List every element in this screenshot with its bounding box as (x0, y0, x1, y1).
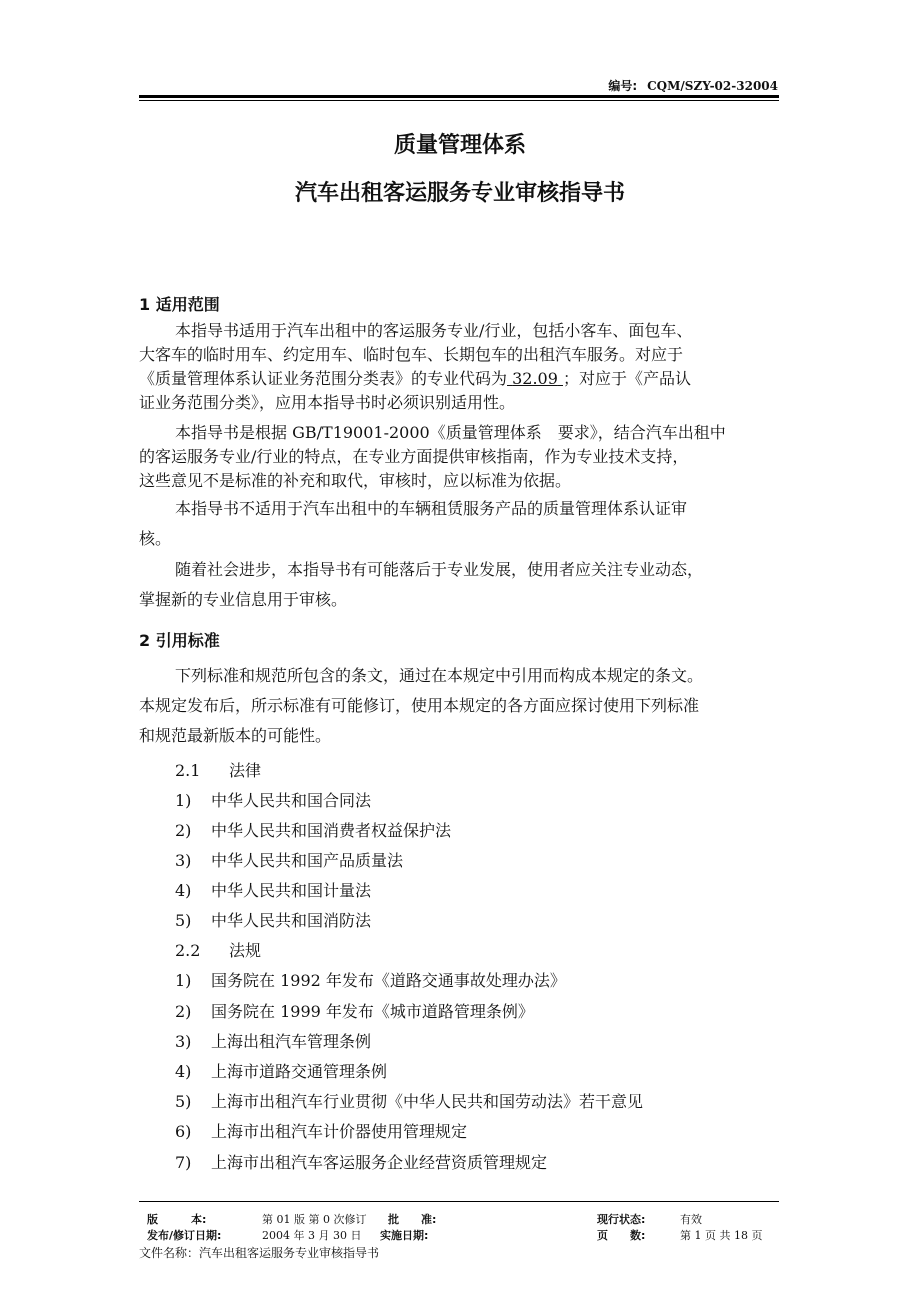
list-number: 7) (175, 1153, 192, 1172)
list-item (175, 999, 534, 1022)
document-subtitle: 汽车出租客运服务专业审核指导书 (294, 181, 625, 206)
text-line: 核。 (139, 529, 172, 548)
list-number: 4) (175, 1062, 192, 1081)
list-number: 6) (175, 1122, 192, 1141)
list-item (175, 788, 371, 811)
list-text: 国务院在 1992 年发布《道路交通事故处理办法》 (211, 971, 566, 990)
text-line: 本指导书不适用于汽车出租中的车辆租赁服务产品的质量管理体系认证审 (175, 499, 688, 518)
list-text: 上海市出租汽车行业贯彻《中华人民共和国劳动法》若干意见 (211, 1092, 644, 1111)
header-rule-thin (139, 100, 779, 101)
list-number: 1) (175, 791, 192, 810)
list-item (175, 1059, 387, 1082)
list-item (175, 818, 451, 841)
text-line: 证业务范围分类》，应用本指导书时必须识别适用性。 (139, 393, 516, 412)
text-span: 《质量管理体系认证业务范围分类表》的专业代码为 (139, 369, 508, 388)
list-item (175, 1089, 643, 1112)
document-number-value: CQM/SZY-02-32004 (647, 79, 778, 93)
text-line: 的客运服务专业/行业的特点，在专业方面提供审核指南，作为专业技术支持， (139, 447, 689, 466)
section-1-para-2 (139, 421, 779, 493)
list-item (175, 1029, 371, 1052)
subsection-number: 2.2 (175, 941, 201, 960)
list-item (175, 1119, 467, 1142)
list-item (175, 878, 371, 901)
section-1-para-3 (139, 494, 779, 554)
list-text: 中华人民共和国计量法 (211, 881, 372, 900)
date-label: 发布/修订日期: (147, 1229, 222, 1242)
subsection-2-1 (175, 758, 261, 781)
implementation-date-label: 实施日期: (380, 1229, 429, 1242)
status-label: 现行状态: (597, 1213, 646, 1226)
subsection-label: 法律 (229, 761, 262, 780)
section-2-intro (139, 661, 779, 751)
text-line: 大客车的临时用车、约定用车、临时包车、长期包车的出租汽车服务。对应于 (139, 345, 684, 364)
version-label: 版 本: (147, 1213, 207, 1226)
pages-value: 第 1 页 共 18 页 (680, 1229, 763, 1242)
document-number-label: 编号: (608, 79, 638, 93)
list-number: 5) (175, 911, 192, 930)
list-number: 3) (175, 851, 192, 870)
list-item (175, 968, 566, 991)
text-line: 随着社会进步，本指导书有可能落后于专业发展，使用者应关注专业动态， (175, 560, 704, 579)
text-line: 本指导书是根据 GB/T19001-2000《质量管理体系 要求》，结合汽车出租中 (175, 423, 726, 442)
list-text: 中华人民共和国消防法 (211, 911, 372, 930)
text-line: 这些意见不是标准的补充和取代，审核时，应以标准为依据。 (139, 471, 572, 490)
text-line: 本规定发布后，所示标准有可能修订，使用本规定的各方面应探讨使用下列标准 (139, 696, 700, 715)
text-line (139, 367, 779, 391)
text-line: 和规范最新版本的可能性。 (139, 726, 332, 745)
list-number: 4) (175, 881, 192, 900)
list-number: 2) (175, 821, 192, 840)
industry-code (507, 369, 563, 388)
subsection-label: 法规 (229, 941, 262, 960)
list-number: 5) (175, 1092, 192, 1111)
document-number (560, 77, 778, 94)
list-text: 中华人民共和国合同法 (211, 791, 372, 810)
text-line: 下列标准和规范所包含的条文，通过在本规定中引用而构成本规定的条文。 (175, 666, 704, 685)
text-line: 掌握新的专业信息用于审核。 (139, 590, 348, 609)
list-text: 中华人民共和国消费者权益保护法 (211, 821, 452, 840)
document-title: 质量管理体系 (393, 133, 526, 158)
subsection-2-2 (175, 938, 261, 961)
section-1-heading: 1 适用范围 (139, 295, 220, 314)
status-value: 有效 (680, 1213, 702, 1226)
list-item (175, 908, 371, 931)
approve-label: 批 准: (388, 1213, 437, 1226)
subsection-number: 2.1 (175, 761, 201, 780)
section-1-para-1 (139, 319, 779, 415)
version-value: 第 01 版 第 0 次修订 (262, 1213, 367, 1226)
text-span: ；对应于《产品认 (563, 369, 692, 388)
list-text: 上海市出租汽车客运服务企业经营资质管理规定 (211, 1153, 548, 1172)
industry-code-value: 32.09 (512, 369, 558, 388)
header-rule-thick (139, 95, 779, 98)
list-number: 1) (175, 971, 192, 990)
list-text: 中华人民共和国产品质量法 (211, 851, 404, 870)
date-value: 2004 年 3 月 30 日 (262, 1229, 362, 1242)
list-text: 上海市道路交通管理条例 (211, 1062, 388, 1081)
list-text: 国务院在 1999 年发布《城市道路管理条例》 (211, 1002, 534, 1021)
pages-label: 页 数: (597, 1229, 646, 1242)
list-text: 上海出租汽车管理条例 (211, 1032, 372, 1051)
section-1-para-4 (139, 555, 779, 615)
list-number: 3) (175, 1032, 192, 1051)
section-2-heading: 2 引用标准 (139, 631, 220, 650)
footer-rule (139, 1201, 779, 1202)
list-item (175, 848, 403, 871)
file-name: 文件名称：汽车出租客运服务专业审核指导书 (139, 1246, 380, 1260)
list-item (175, 1150, 547, 1173)
list-number: 2) (175, 1002, 192, 1021)
text-line: 本指导书适用于汽车出租中的客运服务专业/行业，包括小客车、面包车、 (175, 321, 693, 340)
list-text: 上海市出租汽车计价器使用管理规定 (211, 1122, 468, 1141)
